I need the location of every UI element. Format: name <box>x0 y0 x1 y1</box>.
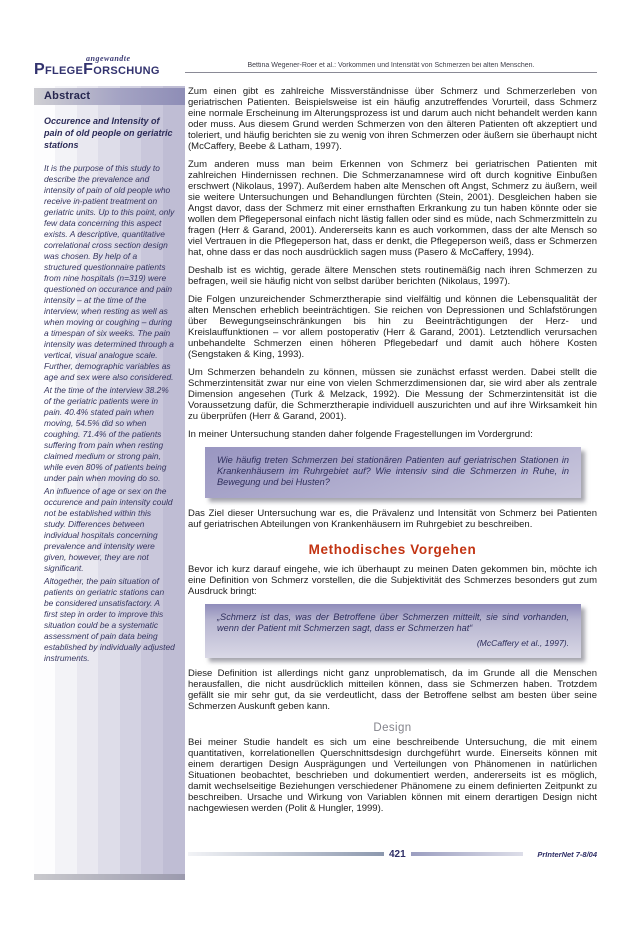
body-paragraph: Die Folgen unzureichender Schmerztherapie sind vielfältig und können die Lebensqualität der alten Menschen erheblich beeinträchtigen. Sie reichen von Depressionen und Schlafstörungen über Bewegungseinschränkungen bis hin zu Beeinträchtigungen der Herz- und Kreislauffunktionen – vor allem postoperativ (Herr & Garand, 2001). Letztendlich verursachen unbehandelte Schmerzen einen höheren Pflegebedarf und damit auch höhere Kosten (Sengstaken & King, 1993). <box>188 294 597 360</box>
body-paragraph: Diese Definition ist allerdings nicht ganz unproblematisch, da im Grunde all die Menschen herausfallen, die nicht ausdrücklich mitteilen können, dass sie Schmerzen haben. Trotzdem gefällt sie mir sehr gut, da sie verdeutlicht, dass der Betroffene selbst am besten über seine Schmerzen Auskunft geben kann. <box>188 668 597 712</box>
body-paragraph: Zum anderen muss man beim Erkennen von Schmerz bei geriatrischen Patienten mit zahlreichen Hindernissen rechnen. Die Schmerzanamnese wird oft durch kognitive Einbußen erschwert (Nikolaus, 1997). Außerdem haben alte Menschen oft Angst, Schmerz zu äußern, weil sie weitere Untersuchungen und Behandlungen fürchten (Stein, 2001). Desgleichen haben sie Angst davor, dass der Schmerz mit einer ernsthaften Erkrankung zu tun haben könnte oder sie wollen dem Pflegepersonal einfach nicht lästig fallen oder sind es müde, nach Schmerzmitteln zu fragen (Herr & Garand, 2001). Andererseits kann es auch vorkommen, dass der alte Mensch so viel Vertrauen in die Pflegeperson hat, dass er denkt, die Pflegeperson weiß, dass er Schmerzen hat, ohne dass er das noch ausdrücklich sagen muss (Pasero & McCaffery, 1994). <box>188 159 597 258</box>
body-paragraph: In meiner Untersuchung standen daher folgende Fragestellungen im Vordergrund: <box>188 429 533 440</box>
footer-rule-left <box>188 852 384 856</box>
footer-rule-right <box>411 852 523 856</box>
research-question-text: Wie häufig treten Schmerzen bei stationären Patienten auf geriatrischen Stationen in Krankenhäusern im Ruhrgebiet auf? Wie intensiv sind die Schmerzen in Ruhe, in Bewegung und bei Husten? <box>217 455 569 487</box>
logo-script-text: angewandte <box>86 54 131 63</box>
body-paragraph: Deshalb ist es wichtig, gerade ältere Menschen stets routinemäßig nach ihren Schmerzen zu befragen, weil sie häufig nicht von selbst darüber berichten (Nikolaus, 1997). <box>188 265 597 287</box>
body-paragraph: Bevor ich kurz darauf eingehe, wie ich überhaupt zu meinen Daten gekommen bin, möchte ich eine Definition von Schmerz vorstellen, die die Subjektivität des Schmerzes besonders gut zum Ausdruck bringt: <box>188 564 597 597</box>
body-paragraph: Um Schmerzen behandeln zu können, müssen sie zunächst erfasst werden. Dabei stellt die Schmerzintensität zwar nur eine von vielen Schmerzdimensionen dar, sie wird aber als zentrale Dimension angesehen (Turk & Melzack, 1992). Die Messung der Schmerzintensität ist die Voraussetzung dafür, die Schmerztherapie individuell auszurichten und auf ihre Wirksamkeit hin zu überprüfen (Herr & Garand, 2001). <box>188 367 597 422</box>
research-question-box <box>205 447 581 498</box>
article-column <box>188 86 597 821</box>
journal-logo <box>34 56 184 84</box>
journal-issue: PrInterNet 7-8/04 <box>537 849 597 859</box>
definition-quote-box <box>205 604 581 658</box>
quote-citation: (McCaffery et al., 1997). <box>476 638 569 648</box>
page-number: 421 <box>389 848 406 860</box>
quote-text: „Schmerz ist das, was der Betroffene über Schmerzen mitteilt, sie sind vorhanden, wenn der Patient mit Schmerzen sagt, dass er Schmerzen hat“ <box>217 612 569 633</box>
body-paragraph: Zum einen gibt es zahlreiche Missverständnisse über Schmerz und Schmerzerleben von geriatrischen Patienten. Beispielsweise ist ein häufig anzutreffendes Vorurteil, dass Schmerz eine normale Erscheinung im Alterungsprozess ist und darum auch nicht behandelt werden kann oder muss. Aus diesem Grund werden Schmerzen von den älteren Patienten oft akzeptiert und toleriert, und häufig berichten sie zu wenig von ihren Schmerzen oder äußern sie überhaupt nicht (McCaffery, Beebe & Latham, 1997). <box>188 86 597 152</box>
body-paragraph: Das Ziel dieser Untersuchung war es, die Prävalenz und Intensität von Schmerz bei Patienten auf geriatrischen Abteilungen von Krankenhäusern im Ruhrgebiet zu beschreiben. <box>188 508 597 530</box>
page-footer <box>188 848 597 860</box>
running-title: Bettina Wegener-Roer et al.: Vorkommen und Intensität von Schmerzen bei alten Menschen. <box>185 62 597 73</box>
subsection-heading-design: Design <box>373 722 412 734</box>
body-paragraph: Bei meiner Studie handelt es sich um eine beschreibende Untersuchung, die mit einem quantitativen, korrelationellen Querschnittsdesign durchgeführt wurde. Einerseits können mit einem derartigen Design Ausprägungen und Verteilungen von Phänomenen in natürlichen Situationen beobachtet, beschrieben und dokumentiert werden, andererseits ist es möglich, damit wechselseitige Beziehungen verschiedener Phänomene zu einem definierten Zeitpunkt zu beschreiben. Ursache und Wirkung von Variablen können mit einem derartigen Design nicht nachgewiesen werden (Polit & Hungler, 1999). <box>188 737 597 814</box>
abstract-subtitle: Occurence and Intensity of pain of old people on geriatric stations <box>44 116 173 150</box>
abstract-paragraph: Altogether, the pain situation of patients on geriatric stations can be considered unsatisfactory. A first step in order to improve this situation could be a systematic assessment of pain data being established by individually adjusted instruments. <box>44 576 175 663</box>
logo-wordmark: PflegeForschung <box>34 61 160 78</box>
abstract-paragraph: At the time of the interview 38.2% of the geriatric patients were in pain. 40.4% stated pain when moving, 54.5% did so when coughing. 71.4% of the patients suffering from pain when resting claimed medium or strong pain, while even 80% of patients being under pain when moving do so. <box>44 385 169 483</box>
abstract-title: Abstract <box>34 88 185 105</box>
abstract-paragraph: An influence of age or sex on the occurence and pain intensity could not be established within this study. Differences between individual hospitals concerning prevalence and intensity were given, however, they are not significant. <box>44 486 173 573</box>
section-heading-methods: Methodisches Vorgehen <box>308 542 477 557</box>
abstract-sidebar <box>34 86 185 874</box>
abstract-paragraph: It is the purpose of this study to describe the prevalence and intensity of pain of old people who receive in-patient treatment on geriatric units. Up to this point, only few data concerning this aspect exists. A descriptive, quantitative correlational cross section design was chosen. By help of a structured questionnaire patients from nine hospitals (n=319) were questioned on occurance and pain intensity – at the time of the interview, when resting as well as when moving or coughing – during a timespan of six weeks. The pain intensity was determined through a vertical, visual analogue scale. Further, demographic variables as age and sex were also considered. <box>44 163 175 382</box>
